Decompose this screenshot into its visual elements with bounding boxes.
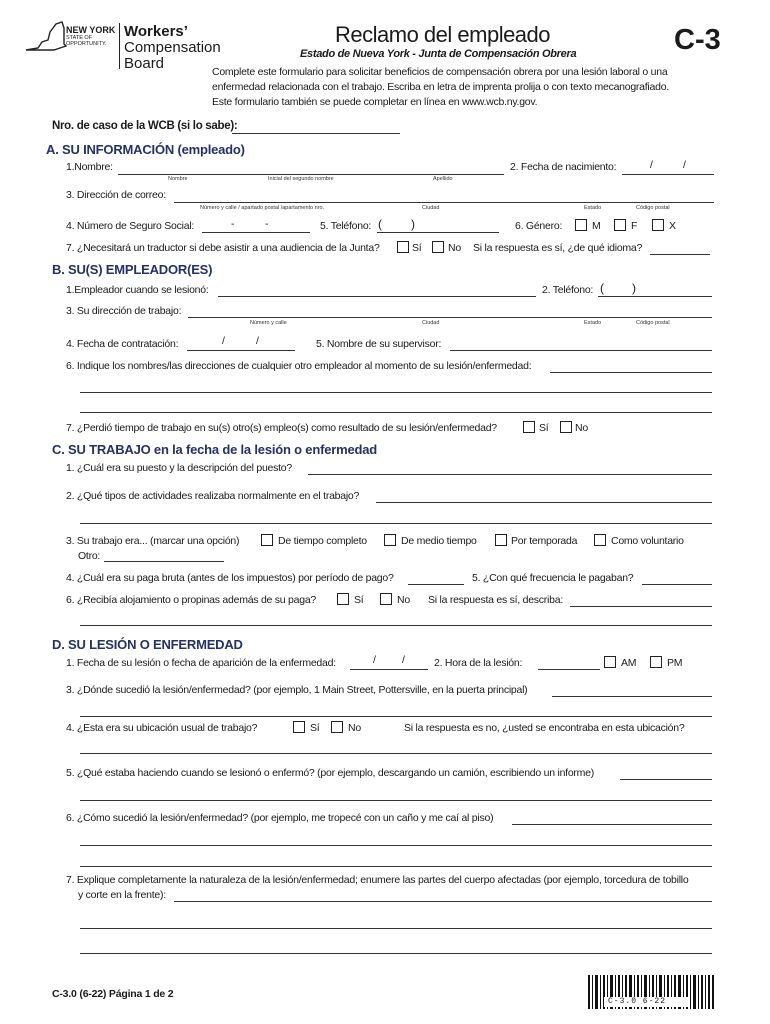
lodging-no-checkbox[interactable] [380,593,392,605]
language-field[interactable] [650,254,710,255]
name-middle-caption: Inicial del segundo nombre [268,176,334,182]
lost-time-no-checkbox[interactable] [560,421,572,433]
form-code: C-3 [674,24,721,56]
pay-frequency-label: 5. ¿Con qué frecuencia le pagaban? [472,572,634,584]
ssn-dash-1: - [231,218,235,230]
name-label: 1.Nombre: [66,161,113,173]
at-location-label: Si la respuesta es no, ¿usted se encontraba en esta ubicación? [404,722,685,734]
translator-no-checkbox[interactable] [432,241,444,253]
logo-sub1: STATE OF [66,35,93,41]
hire-date-field[interactable] [187,350,295,351]
other-employers-field[interactable] [550,372,712,373]
gross-pay-field[interactable] [408,584,464,585]
section-d-title: D. SU LESIÓN O ENFERMEDAD [52,637,243,652]
employer-phone-paren-open: ( [600,281,604,295]
address-label: 3. Dirección de correo: [66,189,166,201]
section-b-title: B. SU(S) EMPLEADOR(ES) [52,262,213,277]
other-employers-line-2[interactable] [80,392,712,393]
injury-slash-1: / [373,654,376,666]
page-subtitle: Estado de Nueva York - Junta de Compensación Obrera [300,48,577,60]
job-type-other-label: Otro: [78,550,101,562]
full-time-label: De tiempo completo [278,535,367,547]
am-checkbox[interactable] [604,656,616,668]
gender-label: 6. Género: [515,220,563,232]
other-employers-line-3[interactable] [80,412,712,413]
gender-f-checkbox[interactable] [614,219,626,231]
phone-paren-close: ) [411,217,415,231]
nature-line-3[interactable] [80,953,712,954]
language-label: Si la respuesta es sí, ¿de qué idioma? [473,242,643,254]
logo-line1: Workers’ [124,23,188,40]
phone-label: 5. Teléfono: [320,220,372,232]
employer-field[interactable] [218,296,536,297]
lodging-describe-field[interactable] [570,606,712,607]
lost-time-yes-label: Sí [539,422,549,434]
gender-m-checkbox[interactable] [575,219,587,231]
name-last-caption: Apellido [433,176,453,182]
activities-line-2[interactable] [80,523,712,524]
nature-label-2: y corte en la frente): [78,889,166,901]
lost-time-yes-checkbox[interactable] [523,421,535,433]
lost-time-no-label: No [575,422,588,434]
intro-line-3: Este formulario también se puede completar en línea en www.wcb.ny.gov. [212,96,538,108]
work-address-field[interactable] [188,317,712,318]
gender-x-label: X [669,220,676,232]
injury-location-line-2[interactable] [80,716,712,717]
volunteer-label: Como voluntario [611,535,684,547]
how-happened-line-3[interactable] [80,866,712,867]
work-city-caption: Ciudad [422,320,440,326]
logo-line3: Board [124,55,165,72]
supervisor-field[interactable] [450,350,712,351]
seasonal-checkbox[interactable] [495,534,507,546]
address-field[interactable] [174,202,714,203]
translator-label: 7. ¿Necesitará un traductor si debe asistir a una audiencia de la Junta? [66,242,380,254]
logo-line2: Compensation [124,39,221,56]
seasonal-label: Por temporada [511,535,578,547]
injury-date-field[interactable] [350,669,428,670]
usual-location-label: 4. ¿Esta era su ubicación usual de trabajo? [66,722,258,734]
case-number-field[interactable] [232,133,400,134]
employer-phone-paren-close: ) [632,281,636,295]
injury-slash-2: / [402,654,405,666]
intro-line-1: Complete este formulario para solicitar beneficios de compensación obrera por una lesión laboral o una [212,66,668,78]
dob-field[interactable] [622,174,714,175]
injury-location-field[interactable] [552,696,712,697]
addr-state-caption: Estado [584,205,602,211]
logo-divider [119,23,120,69]
page-title: Reclamo del empleado [335,22,551,47]
how-happened-line-2[interactable] [80,845,712,846]
logo-state-text: NEW YORK [66,25,116,35]
injury-date-label: 1. Fecha de su lesión o fecha de aparición de la enfermedad: [66,657,336,669]
activities-label: 2. ¿Qué tipos de actividades realizaba normalmente en el trabajo? [66,490,360,502]
part-time-label: De medio tiempo [401,535,477,547]
lodging-yes-checkbox[interactable] [337,593,349,605]
gender-f-label: F [631,220,638,232]
dob-slash-1: / [650,159,653,171]
lodging-yes-label: Sí [354,594,364,606]
ny-state-outline-icon [24,20,68,56]
lodging-describe-line-2[interactable] [80,625,712,626]
pay-frequency-field[interactable] [642,584,712,585]
employer-label: 1.Empleador cuando se lesionó: [66,284,209,296]
activity-label: 5. ¿Qué estaba haciendo cuando se lesionó o enfermó? (por ejemplo, descargando un camión, escribiendo un informe) [66,767,595,779]
translator-yes-label: Sí [412,242,422,254]
work-address-label: 3. Su dirección de trabajo: [66,305,182,317]
pm-label: PM [667,657,683,669]
usual-location-no-checkbox[interactable] [331,721,343,733]
barcode [588,975,714,1009]
usual-location-yes-label: Sí [310,722,320,734]
job-type-label: 3. Su trabajo era... (marcar una opción) [66,535,240,547]
job-title-field[interactable] [308,474,712,475]
addr-street-caption: Número y calle / apartado postal /apartamento nro. [200,205,325,211]
section-a-title: A. SU INFORMACIÓN (empleado) [46,142,245,157]
injury-time-field[interactable] [538,669,600,670]
lodging-no-label: No [397,594,410,606]
activities-field[interactable] [376,502,712,503]
translator-yes-checkbox[interactable] [397,241,409,253]
hire-slash-1: / [222,335,225,347]
addr-zip-caption: Código postal [636,205,670,211]
name-first-caption: Nombre [168,176,188,182]
nature-line-2[interactable] [80,928,712,929]
gender-m-label: M [592,220,601,232]
page-footer: C-3.0 (6-22) Página 1 de 2 [52,988,174,1000]
dob-label: 2. Fecha de nacimiento: [510,161,617,173]
lost-time-label: 7. ¿Perdió tiempo de trabajo en su(s) otro(s) empleo(s) como resultado de su lesión/enfermedad? [66,422,497,434]
usual-location-yes-checkbox[interactable] [293,721,305,733]
how-happened-label: 6. ¿Cómo sucedió la lesión/enfermedad? (por ejemplo, me tropecé con un caño y me caí al piso) [66,812,494,824]
am-label: AM [621,657,637,669]
work-state-caption: Estado [584,320,602,326]
name-field[interactable] [118,174,504,175]
employer-phone-label: 2. Teléfono: [542,284,594,296]
logo-sub2: OPPORTUNITY. [66,41,107,47]
injury-time-label: 2. Hora de la lesión: [434,657,523,669]
how-happened-field[interactable] [512,824,712,825]
supervisor-label: 5. Nombre de su supervisor: [316,338,442,350]
addr-city-caption: Ciudad [422,205,440,211]
pm-checkbox[interactable] [650,656,662,668]
section-c-title: C. SU TRABAJO en la fecha de la lesión o enfermedad [52,442,377,457]
work-street-caption: Número y calle [250,320,287,326]
intro-line-2: enfermedad relacionada con el trabajo. Escriba en letra de imprenta prolija o con texto mecanografiado. [212,81,669,93]
phone-paren-open: ( [378,217,382,231]
phone-field[interactable] [377,232,499,233]
ssn-field[interactable] [202,232,310,233]
gross-pay-label: 4. ¿Cuál era su paga bruta (antes de los impuestos) por período de pago? [66,572,394,584]
translator-no-label: No [448,242,461,254]
job-type-other-field[interactable] [104,561,224,562]
case-number-label: Nro. de caso de la WCB (si lo sabe): [52,120,238,132]
ssn-dash-2: - [265,218,269,230]
lodging-tips-label: 6. ¿Recibía alojamiento o propinas además de su paga? [66,594,316,606]
work-zip-caption: Código postal [636,320,670,326]
usual-location-line[interactable] [80,753,712,754]
volunteer-checkbox[interactable] [594,534,606,546]
gender-x-checkbox[interactable] [652,219,664,231]
usual-location-no-label: No [348,722,361,734]
employer-phone-field[interactable] [598,296,712,297]
injury-location-label: 3. ¿Dónde sucedió la lesión/enfermedad? (por ejemplo, 1 Main Street, Pottersville, en la puerta principal) [66,684,528,696]
barcode-text: C-3.0 6-22 [608,997,667,1006]
full-time-checkbox[interactable] [261,534,273,546]
dob-slash-2: / [683,159,686,171]
part-time-checkbox[interactable] [384,534,396,546]
lodging-describe-label: Si la respuesta es sí, describa: [428,594,563,606]
other-employers-label: 6. Indique los nombres/las direcciones de cualquier otro empleador al momento de su lesión/enfermedad: [66,360,532,372]
nature-field[interactable] [174,901,712,902]
nature-label-1: 7. Explique completamente la naturaleza de la lesión/enfermedad; enumere las partes del cuerpo afectadas (por ejemplo, torcedura de tobillo [66,874,689,886]
ssn-label: 4. Número de Seguro Social: [66,220,195,232]
job-title-label: 1. ¿Cuál era su puesto y la descripción del puesto? [66,462,292,474]
activity-line-2[interactable] [80,800,712,801]
hire-slash-2: / [256,335,259,347]
hire-date-label: 4. Fecha de contratación: [66,338,179,350]
activity-field[interactable] [620,779,712,780]
